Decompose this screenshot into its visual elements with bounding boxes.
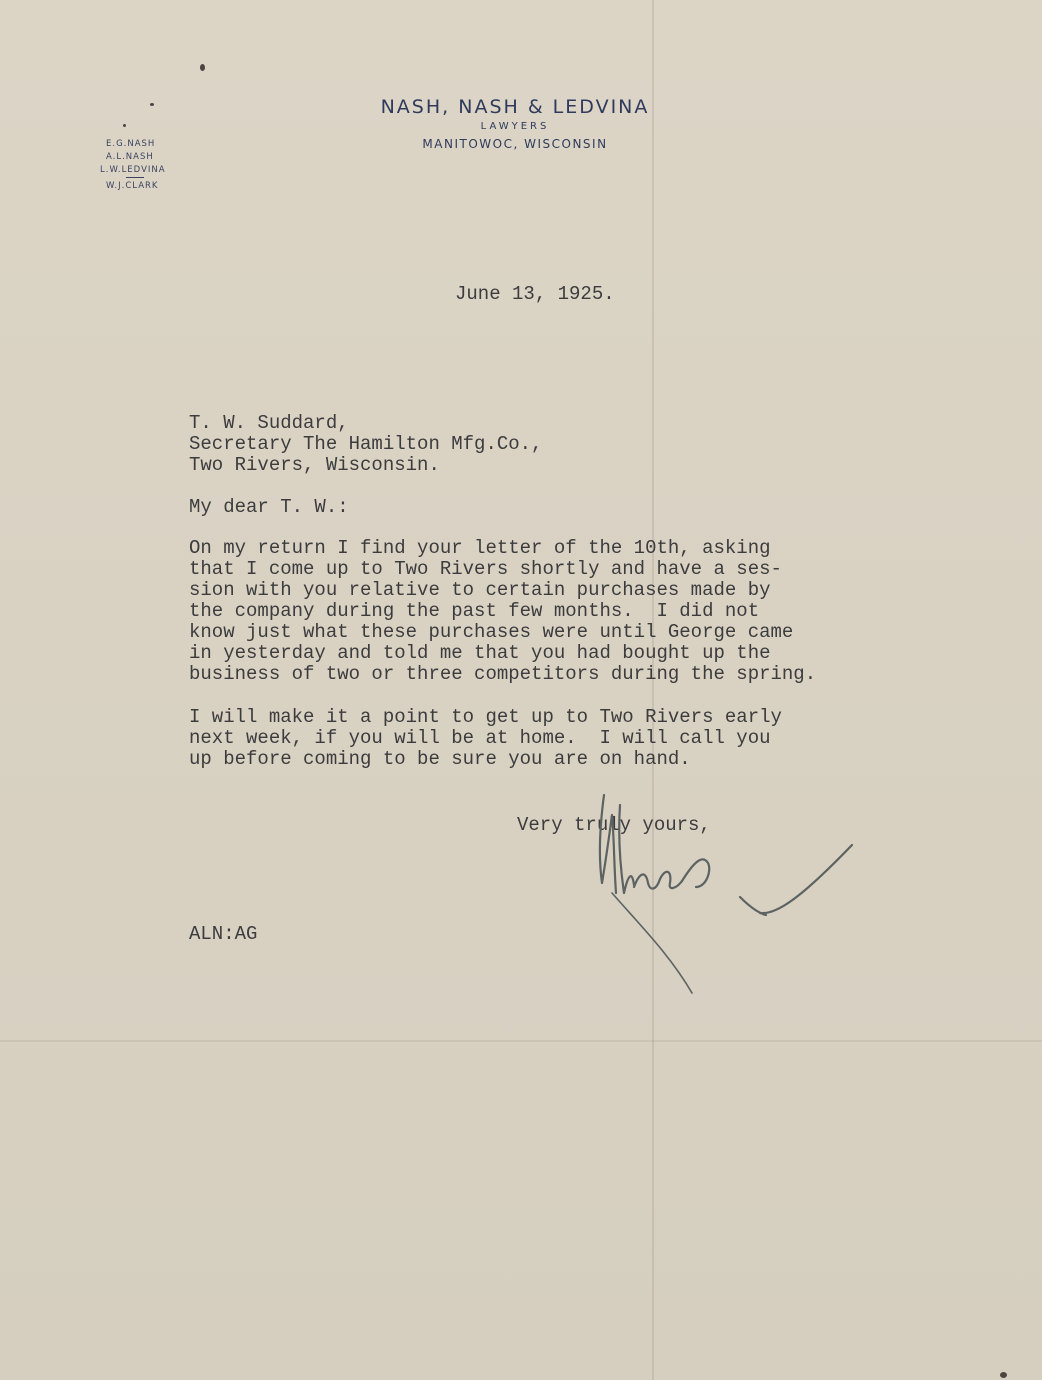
body-line: up before coming to be sure you are on hand. bbox=[189, 748, 691, 770]
ink-speck bbox=[1000, 1372, 1007, 1378]
body-line: know just what these purchases were until George came bbox=[189, 621, 794, 643]
ink-speck bbox=[123, 124, 126, 127]
recipient-address bbox=[189, 413, 542, 476]
body-paragraph-1 bbox=[189, 538, 816, 685]
firm-location: MANITOWOC, WISCONSIN bbox=[422, 137, 608, 151]
partner-divider bbox=[126, 177, 144, 178]
ink-speck bbox=[200, 64, 205, 71]
recipient-line: T. W. Suddard, bbox=[189, 412, 349, 434]
body-paragraph-2 bbox=[189, 707, 782, 770]
salutation: My dear T. W.: bbox=[189, 496, 349, 518]
letter-date: June 13, 1925. bbox=[455, 283, 615, 305]
reference-initials: ALN:AG bbox=[189, 923, 258, 945]
partner-list bbox=[100, 138, 200, 193]
partner-name: A.L.NASH bbox=[106, 152, 154, 162]
firm-name: NASH, NASH & LEDVINA bbox=[380, 96, 650, 118]
body-line: business of two or three competitors during the spring. bbox=[189, 663, 817, 685]
body-line: in yesterday and told me that you had bought up the bbox=[189, 642, 771, 664]
recipient-line: Two Rivers, Wisconsin. bbox=[189, 454, 440, 476]
body-line: On my return I find your letter of the 10th, asking bbox=[189, 537, 771, 559]
recipient-line: Secretary The Hamilton Mfg.Co., bbox=[189, 433, 543, 455]
associate-name: W.J.CLARK bbox=[106, 181, 159, 191]
body-line: next week, if you will be at home. I will call you bbox=[189, 727, 771, 749]
closing: Very truly yours, bbox=[517, 814, 711, 836]
ink-speck bbox=[150, 103, 154, 106]
firm-profession: LAWYERS bbox=[480, 121, 550, 132]
body-line: I will make it a point to get up to Two Rivers early bbox=[189, 706, 782, 728]
body-line: the company during the past few months. I did not bbox=[189, 600, 760, 622]
horizontal-fold-line bbox=[0, 1040, 1042, 1042]
body-line: sion with you relative to certain purchases made by bbox=[189, 579, 771, 601]
body-line: that I come up to Two Rivers shortly and have a ses- bbox=[189, 558, 782, 580]
partner-name: E.G.NASH bbox=[106, 139, 156, 149]
vertical-fold-line bbox=[652, 0, 654, 1380]
handwritten-signature bbox=[590, 775, 870, 1005]
partner-name: L.W.LEDVINA bbox=[100, 165, 166, 175]
